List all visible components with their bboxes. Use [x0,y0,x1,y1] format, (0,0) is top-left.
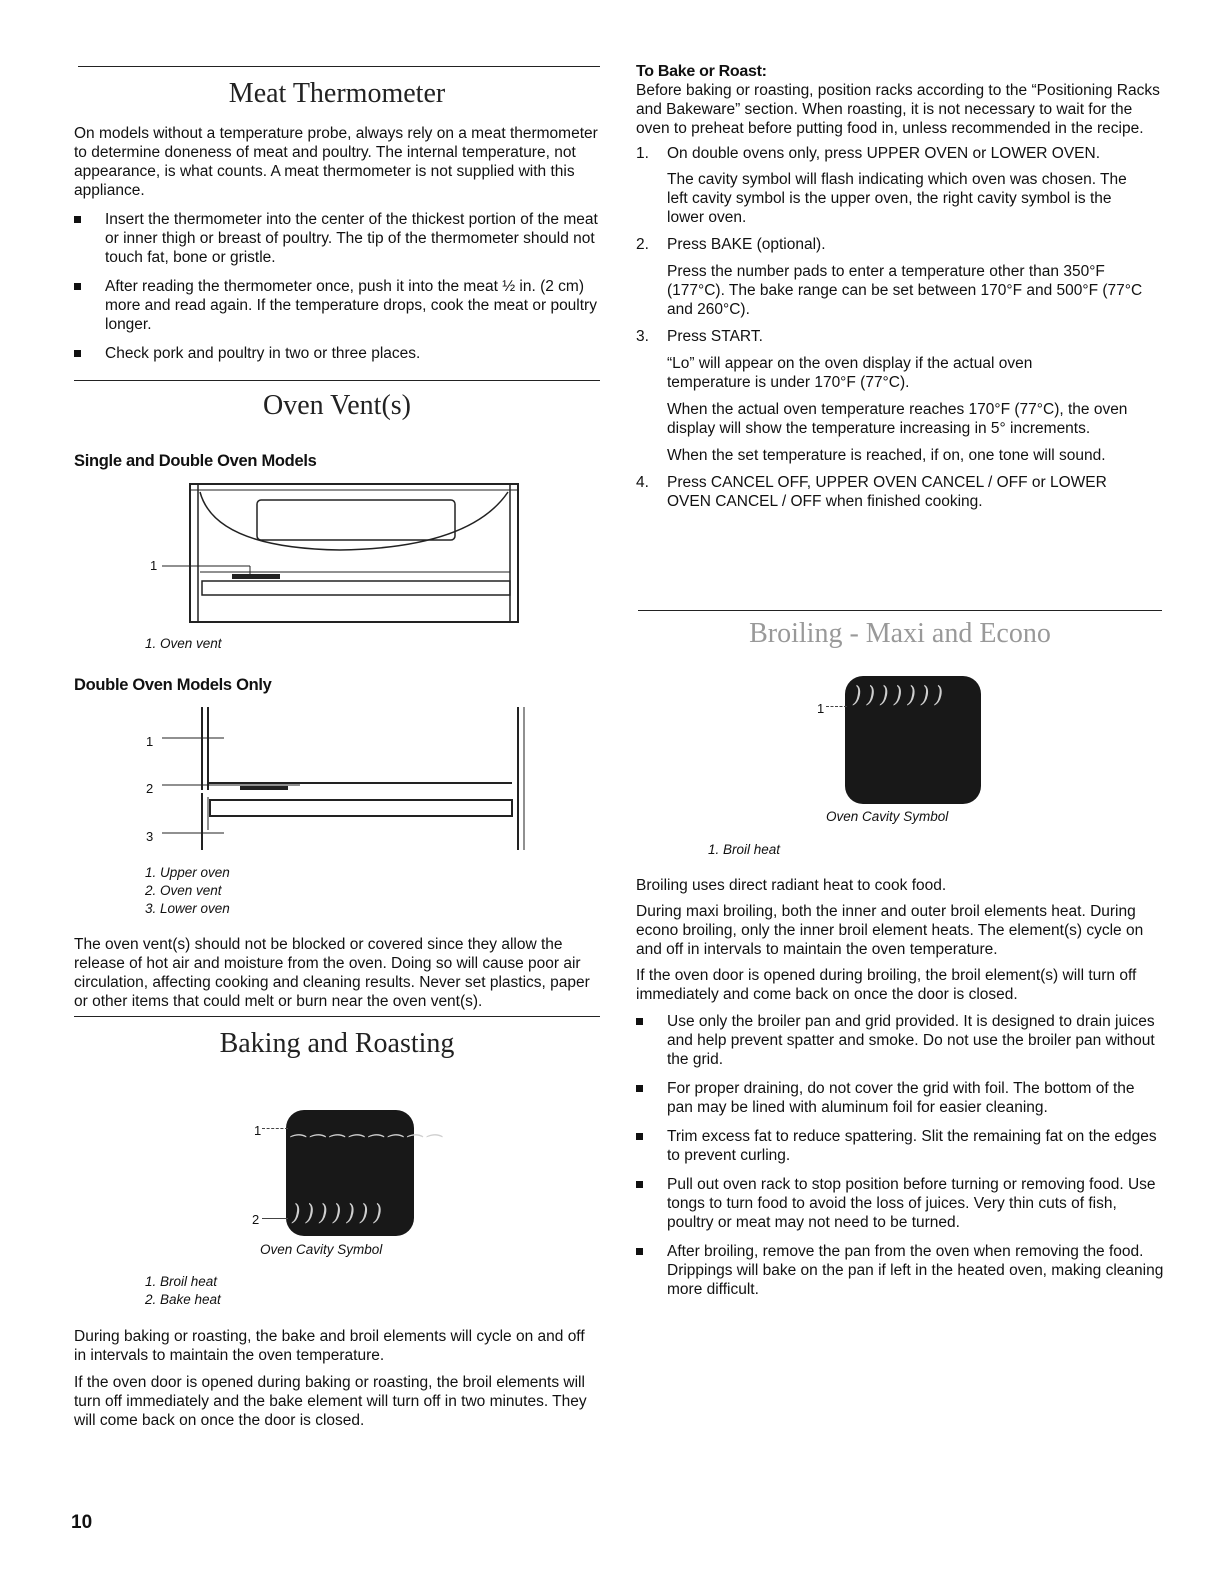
bake-roast-heading: To Bake or Roast: [636,63,767,80]
bake-captions: 1. Broil heat 2. Bake heat [145,1274,221,1307]
vents-body: The oven vent(s) should not be blocked or covered since they allow the release of hot air and moisture from the oven. Doing so will cause poor air circulation, affecting cooking and cleaning results. Never set plastics, paper or other items that could melt or burn near the oven vent(s). [74,936,590,1010]
broil-heat-icon: ))))))) [853,683,949,708]
list-item: After broiling, remove the pan from the oven when removing the food. Drippings will bake on the pan if left in the heated oven, making cleaning more difficult. [636,1242,1164,1299]
bullet-square-icon [74,216,81,223]
broil-caption: 1. Broil heat [708,842,781,857]
list-item: 4. Press CANCEL OFF, UPPER OVEN CANCEL / OFF or LOWER OVEN CANCEL / OFF when finished cooking. [636,474,1107,510]
meat-rule [78,66,600,67]
double-heading: Double Oven Models Only [74,676,272,694]
list-item: Check pork and poultry in two or three places. [74,344,600,363]
bake-callout-line-1 [262,1128,288,1129]
broil-body: Broiling uses direct radiant heat to cook food. During maxi broiling, both the inner and outer broil elements heat. During econo broiling, only the inner broil element heats. The element(s) cycle on and off in intervals to maintain the oven temperature. If the oven door is opened during broiling, the broil element(s) will turn off immediately and come back on once the door is closed. Use only the broiler pan and grid provided. It is designed to drain juices and help prevent spatter and smoke. Do not use the broiler pan without the grid. For proper draining, do not cover the grid with foil. The bottom of the pan may be lined with aluminum foil for easier cleaning. Trim excess fat to reduce spattering. Slit the remaining fat on the edges to prevent curling. Pull out oven rack to stop position before turning or removing food. Use tongs to turn food to avoid the loss of juices. Very thin cuts of fish, poultry or meat may not need to be turned. After broiling, remove the pan from the oven when removing the food. Drippings will bake on the pan if left in the heated oven, making cleaning more difficult. [636,877,1164,1298]
oven-door [202,581,510,595]
single-caption: 1. Oven vent [145,636,222,651]
broil-callout-line [826,706,847,707]
single-callout-1: 1 [150,558,158,573]
bullet-square-icon [636,1133,643,1140]
vent-slot [240,786,288,790]
meat-section [74,124,600,373]
bake-heat-icon: ))))))) [292,1201,388,1226]
bullet-square-icon [636,1018,643,1025]
double-callout-2: 2 [146,781,154,796]
bullet-square-icon [636,1248,643,1255]
list-item: Trim excess fat to reduce spattering. Slit the remaining fat on the edges to prevent curling. [636,1127,1164,1165]
bullet-square-icon [74,350,81,357]
bullet-square-icon [636,1181,643,1188]
list-item: 2. Press BAKE (optional). Press the number pads to enter a temperature other than 350°F (177°C). The bake range can be set between 170°F and 500°F (77°C and 260°C). [636,236,1143,318]
double-callout-3: 3 [146,829,154,844]
vent-slot [232,574,280,579]
single-oven-vent-diagram [140,482,530,627]
bake-callout-2: 2 [252,1212,260,1227]
bake-symbol-caption: Oven Cavity Symbol [260,1242,383,1257]
meat-bullets [74,210,600,363]
double-callout-1: 1 [146,734,154,749]
broil-bullets [636,1012,1164,1299]
baking-rule [74,1016,600,1017]
meat-intro: On models without a temperature probe, always rely on a meat thermometer to determine doneness of meat and poultry. The internal temperature, not appearance, is what counts. A meat thermometer is not supplied with this appliance. [74,125,598,199]
lower-oven-door [210,800,512,816]
single-double-heading: Single and Double Oven Models [74,452,317,470]
double-captions: 1. Upper oven 2. Oven vent 3. Lower oven [145,865,230,916]
page-number: 10 [71,1512,93,1533]
list-item: 3. Press START. “Lo” will appear on the oven display if the actual oven temperature is under 170°F (77°C). When the actual oven temperature reaches 170°F (77°C), the oven display will show the temperature increasing in 5° increments. When the set temperature is reached, if on, one tone will sound. [636,328,1128,464]
meat-title: Meat Thermometer [228,78,446,109]
broil-rule [638,610,1162,611]
list-item: Pull out oven rack to stop position before turning or removing food. Use tongs to turn food to avoid the loss of juices. Very thin cuts of fish, poultry or meat may not need to be turned. [636,1175,1164,1232]
bullet-square-icon [636,1085,643,1092]
list-item: After reading the thermometer once, push it into the meat ½ in. (2 cm) more and read again. If the temperature drops, cook the meat or poultry longer. [74,277,600,334]
list-item: For proper draining, do not cover the grid with foil. The bottom of the pan may be lined with aluminum foil for easier cleaning. [636,1079,1164,1117]
oven-outline [190,484,518,622]
vents-title: Oven Vent(s) [262,390,411,421]
baking-title: Baking and Roasting [219,1028,455,1059]
bake-callout-1: 1 [254,1123,262,1138]
display-window [257,500,455,540]
bake-roast-section [636,62,1164,511]
broil-title: Broiling - Maxi and Econo [749,618,1051,649]
double-oven-vent-diagram [140,705,530,855]
broil-callout-1: 1 [817,701,825,716]
bullet-square-icon [74,283,81,290]
broil-symbol-caption: Oven Cavity Symbol [826,809,949,824]
broil-heat-icon: ⁔⁔⁔⁔⁔⁔⁔⁔ [292,1117,448,1138]
oven-cavity-symbol [286,1110,448,1236]
bake-callout-line-2 [262,1218,288,1219]
list-item: Use only the broiler pan and grid provided. It is designed to drain juices and help prevent spatter and smoke. Do not use the broiler pan without the grid. [636,1012,1164,1069]
broil-cavity-symbol [845,676,981,804]
list-item: Insert the thermometer into the center of the thickest portion of the meat or inner thigh or breast of poultry. The tip of the thermometer should not touch fat, bone or gristle. [74,210,600,267]
baking-body: During baking or roasting, the bake and broil elements will cycle on and off in intervals to maintain the oven temperature. If the oven door is opened during baking or roasting, the broil elements will turn off immediately and the bake element will turn off in two minutes. They will come back on once the door is closed. [74,1328,587,1429]
list-item: 1. On double ovens only, press UPPER OVEN or LOWER OVEN. The cavity symbol will flash indicating which oven was chosen. The left cavity symbol is the upper oven, the right cavity symbol is the lower oven. [636,145,1127,226]
bake-steps [636,144,1164,511]
vents-rule [74,380,600,381]
bake-roast-intro: Before baking or roasting, position racks according to the “Positioning Racks and Bakeware” section. When roasting, it is not necessary to wait for the oven to preheat before putting food in, unless recommended in the recipe. [636,82,1160,137]
